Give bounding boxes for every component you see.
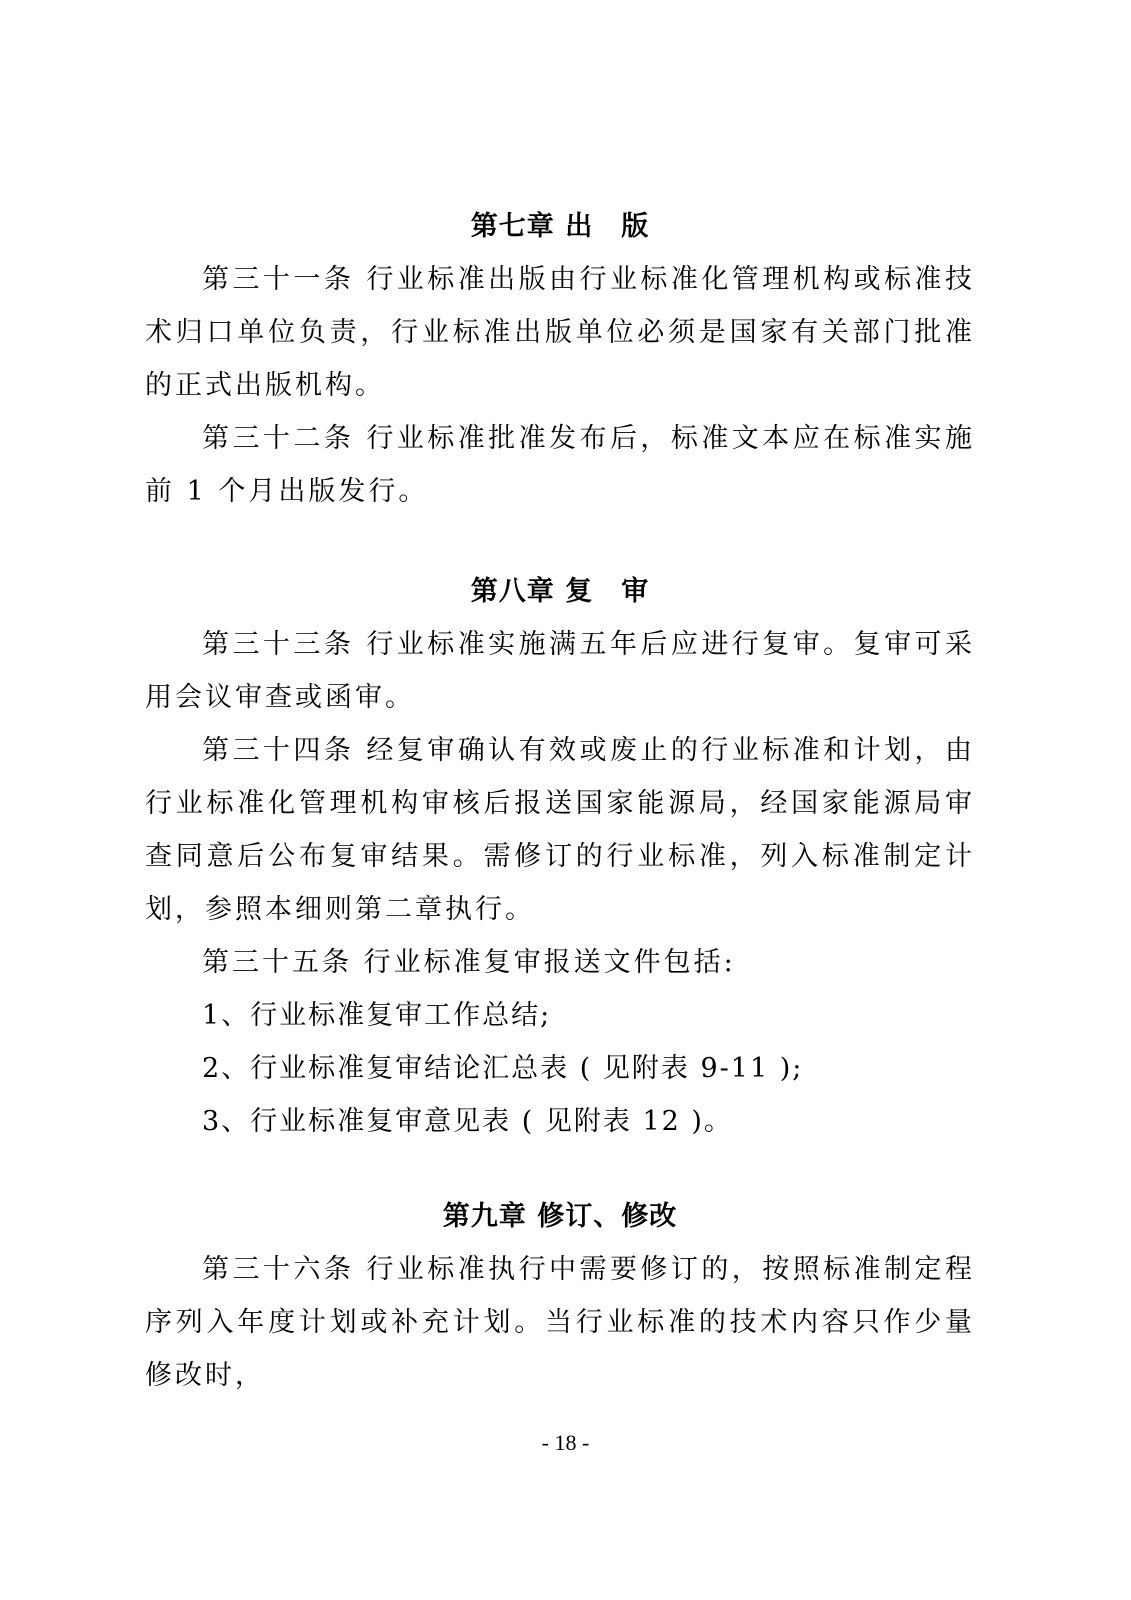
chapter-8-body xyxy=(145,618,975,1148)
list-item: 2、行业标准复审结论汇总表 ( 见附表 9-11 ); xyxy=(202,1053,804,1084)
chapter-9-body xyxy=(145,1243,975,1402)
list-item: 3、行业标准复审意见表 ( 见附表 12 )。 xyxy=(202,1106,733,1137)
article-33: 第三十三条 行业标准实施满五年后应进行复审。复审可采用会议审查或函审。 xyxy=(145,629,975,713)
article-32: 第三十二条 行业标准批准发布后，标准文本应在标准实施前 1 个月出版发行。 xyxy=(145,423,975,507)
list-item: 1、行业标准复审工作总结; xyxy=(202,1000,552,1031)
page-number: - 18 - xyxy=(541,1430,590,1455)
chapter-7-heading: 第七章 出 版 xyxy=(470,211,650,242)
article-35: 第三十五条 行业标准复审报送文件包括: xyxy=(202,947,736,978)
article-34: 第三十四条 经复审确认有效或废止的行业标准和计划，由行业标准化管理机构审核后报送国家能源局，经国家能源局审查同意后公布复审结果。需修订的行业标准，列入标准制定计划，参照本细则第二章执行。 xyxy=(145,735,975,925)
chapter-7-body xyxy=(145,253,975,518)
chapter-8-heading: 第八章 复 审 xyxy=(470,576,650,607)
article-36: 第三十六条 行业标准执行中需要修订的，按照标准制定程序列入年度计划或补充计划。当行业标准的技术内容只作少量修改时， xyxy=(145,1254,975,1391)
article-31: 第三十一条 行业标准出版由行业标准化管理机构或标准技术归口单位负责，行业标准出版单位必须是国家有关部门批准的正式出版机构。 xyxy=(145,264,975,401)
chapter-9-heading: 第九章 修订、修改 xyxy=(442,1201,678,1232)
